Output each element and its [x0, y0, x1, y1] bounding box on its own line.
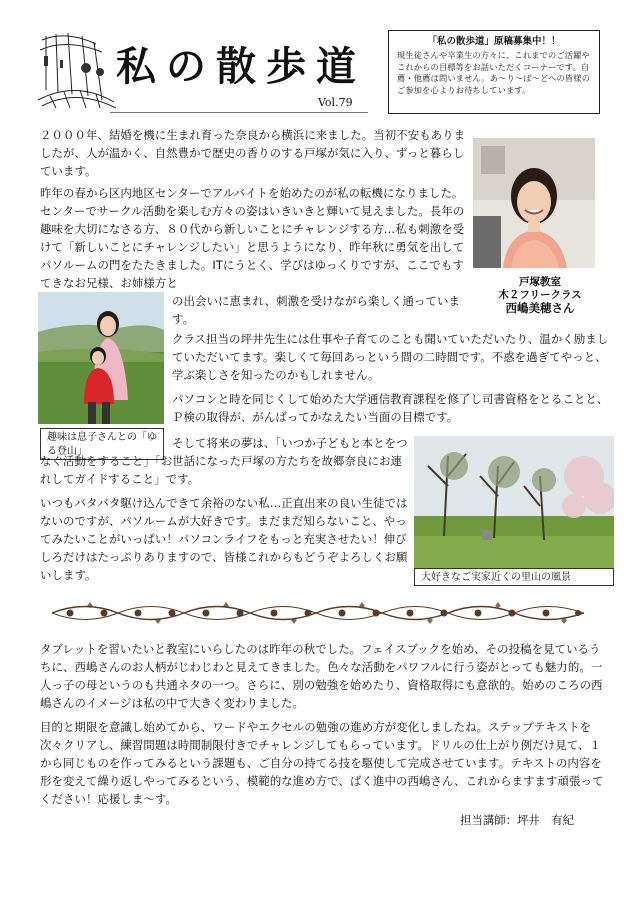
essay-paragraph-5: そして将来の夢は、｢いつか子どもと本とをつなぐ活動をすること｣「お世話になった戸塚の方たちを故郷奈良にお連れしてガイドすること」です。: [40, 436, 408, 486]
profile-name: 西嶋美穂さん: [505, 301, 575, 315]
essay-paragraph-4: パソコンと時を同じくして始めた大学通信教育課程を修了し司書資格をとることと、Ｐ検の取得が、がんばってかなえたい当面の目標です。: [172, 392, 609, 424]
profile-block: [470, 276, 610, 315]
teacher-paragraph-2: 目的と期限を意識し始めてから、ワードやエクセルの勉強の進め方が変化しましたね。ステップテキストを次々クリアし、練習問題は時間制限付きでチャレンジしてもらっています。ドリルの仕上がり例だけ見て、１ から同じものを作ってみるという課題も、ご自分の持てる技を駆使して完成させています。テキストの内容を形を変えて繰り返しやってみるという、模範的な進め方で、ばく進中の西嶋さん、これからますます頑張ってください！応援しま〜す。: [40, 720, 604, 806]
callout-heading: 「私の散歩道」原稿募集中！！: [427, 36, 561, 47]
profile-school: 戸塚教室: [519, 276, 561, 288]
satoyama-photo: [414, 436, 614, 570]
callout-body: 現生徒さんや卒業生の方々に、これまでのご活躍やこれからの目標等をお話いただくコーナーです。自薦・他薦は問いません。あ〜り〜ば〜どへの皆様のご参加を心よりお待ちしています。: [397, 50, 591, 95]
essay-paragraph-2: 昨年の春から区内地区センターでアルバイトを始めたのが私の転機になりました。センターでサークル活動を楽しむ方々の姿はいきいきと輝いて見えました。長年の趣味を大切になさる方、８０代から新しいことにチャレンジする方…私も刺激を受けて「新しいことにチャレンジしたい」と思うようになり、昨年秋に勇気を出してパソルームの門をたたきました。ITにうとく、学びはゆっくりですが、ここでもすてきなお兄様、お姉様方と: [40, 186, 465, 290]
essay-paragraph-6: いつもバタバタ駆け込んできて余裕のない私…正直出来の良い生徒ではないのですが、パソルームが大好きです。まだまだ知らないこと、やってみたいことがいっぱい！パソコンライフをもっと充実させたい！伸びしろだけはたっぷりありますので、皆様これからもどうぞよろしくお願いします。: [40, 496, 408, 582]
submission-callout: [388, 30, 600, 114]
hiking-photo-caption: 趣味は息子さんとの「ゆる登山」: [40, 428, 164, 460]
essay-paragraph-3: クラス担当の坪井先生には仕事や子育てのことも聞いていただいたり、温かく励ましていただいてます。楽しくて毎回あっという間の二時間です。不惑を過ぎてやっと、学ぶ楽しさを知ったのかもしれません。: [172, 332, 609, 382]
satoyama-photo-caption: 大好きなご実家近くの里山の風景: [414, 568, 614, 586]
ornamental-divider: [52, 600, 584, 626]
essay-paragraph-1: ２０００年、結婚を機に生まれ育った奈良から横浜に来ました。当初不安もありましたが、人が温かく、自然豊かで歴史の香りのする戸塚が気に入り、ずっと暮らしています。: [40, 128, 466, 178]
page-title: 私の散歩道: [116, 43, 366, 90]
walkway-illustration: [36, 30, 116, 110]
profile-course: 木２フリークラス: [498, 289, 582, 301]
teacher-paragraph-1: タブレットを習いたいと教室にいらしたのは昨年の秋でした。フェイスブックを始め、その投稿を見ているうちに、西嶋さんのお人柄がじわじわと見えてきました。色々な活動をパワフルに行う姿がとっても魅力的。一人っ子の母というのも共通ネタの一つ。さらに、別の勉強を始めたり、資格取得にも意欲的。始めのころの西嶋さんのイメージは私の中で大きく変わりました。: [40, 642, 603, 710]
essay-paragraph-2-continued: の出会いに恵まれ、刺激を受けながら楽しく通っています。: [172, 294, 460, 326]
hiking-photo: [38, 292, 164, 424]
title-underline: [110, 112, 368, 113]
portrait-photo: [473, 138, 595, 268]
volume-number: Vol.79: [318, 96, 353, 109]
teacher-signature: 担当講師：坪井 有紀: [460, 813, 574, 827]
